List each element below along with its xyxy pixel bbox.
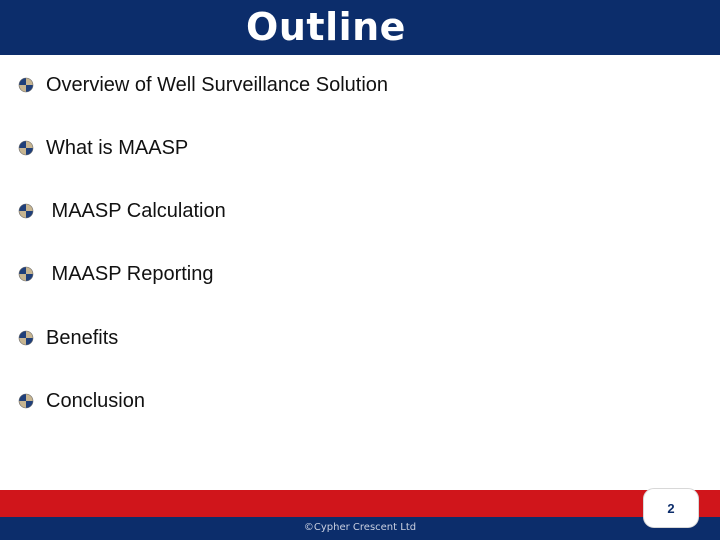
- pie-quadrant-icon: [18, 393, 34, 409]
- bullet-item: [18, 198, 226, 224]
- bullet-item: [18, 388, 145, 414]
- copyright-text: ©Cypher Crescent Ltd: [303, 522, 417, 533]
- bullet-label: Benefits: [46, 326, 119, 349]
- bullet-label: Overview of Well Surveillance Solution: [46, 73, 389, 96]
- pie-quadrant-icon: [18, 77, 34, 93]
- footer-red-band: [0, 490, 720, 517]
- bullet-item: [18, 261, 214, 287]
- slide-title: Outline: [246, 5, 406, 49]
- pie-quadrant-icon: [18, 203, 34, 219]
- bullet-label: MAASP Calculation: [46, 199, 226, 222]
- page-number: 2: [667, 500, 675, 516]
- bullet-item: [18, 135, 188, 161]
- bullet-label: What is MAASP: [46, 136, 189, 159]
- pie-quadrant-icon: [18, 266, 34, 282]
- pie-quadrant-icon: [18, 330, 34, 346]
- bullet-label: Conclusion: [46, 389, 145, 412]
- bullet-item: [18, 325, 118, 351]
- bullet-label: MAASP Reporting: [46, 262, 214, 285]
- page-number-badge: [643, 488, 699, 528]
- bullet-item: [18, 72, 388, 98]
- pie-quadrant-icon: [18, 140, 34, 156]
